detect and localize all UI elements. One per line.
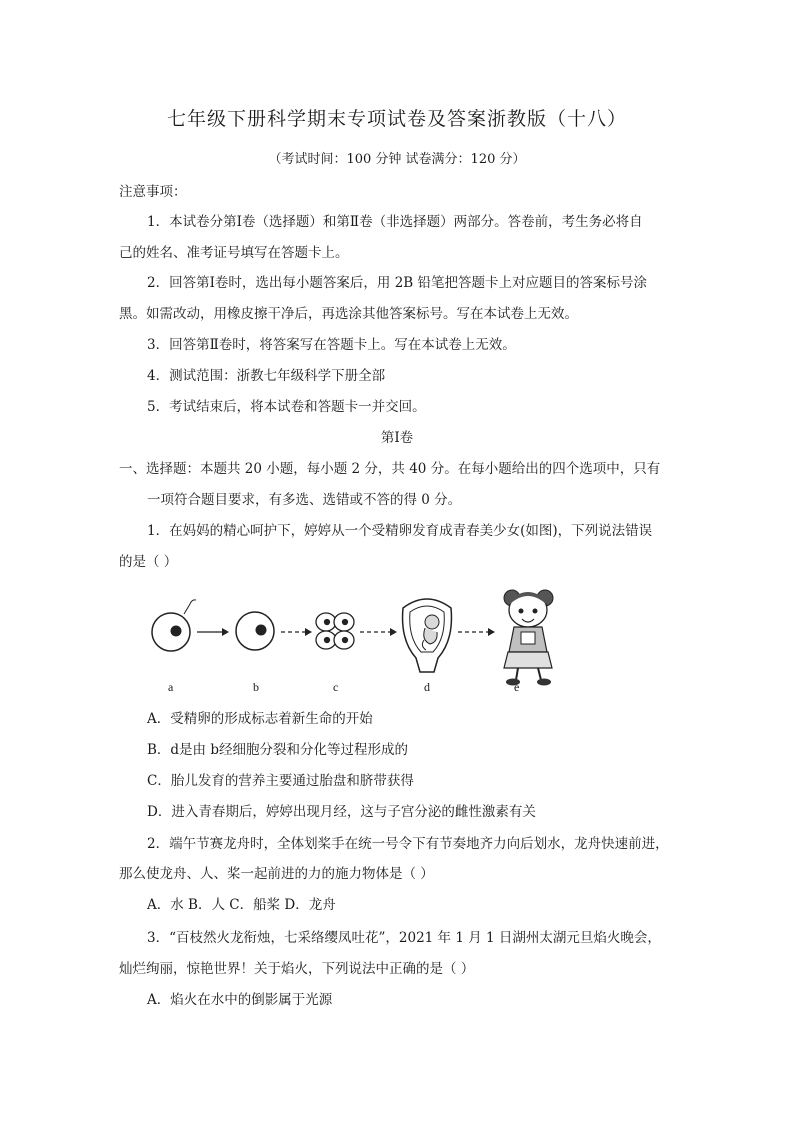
question-1-option-b: B．d是由 b经细胞分裂和分化等过程形成的 [147,742,408,758]
figure-label-c: c [333,680,339,694]
question-1-option-c: C．胎儿发育的营养主要通过胎盘和脐带获得 [147,773,414,789]
fetus-in-uterus-d [403,599,452,672]
part-instructions-cont: 一项符合题目要求，有多选、选错或不答的得 0 分。 [147,492,462,508]
question-2-options: A．水 B．人 C．船桨 D．龙舟 [147,897,336,913]
question-1-stem: 1．在妈妈的精心呵护下，婷婷从一个受精卵发育成青春美少女(如图)，下列说法错误 [147,523,653,539]
figure-label-d: d [424,680,430,694]
question-1-option-d: D．进入青春期后，婷婷出现月经，这与子宫分泌的雌性激素有关 [147,804,536,820]
question-3-option-a: A．焰火在水中的倒影属于光源 [147,992,333,1008]
section-title: 第Ⅰ卷 [380,430,414,446]
notice-line: 2．回答第Ⅰ卷时，选出每小题答案后，用 2B 铅笔把答题卡上对应题目的答案标号涂 [147,275,648,291]
question-1-option-a: A．受精卵的形成标志着新生命的开始 [147,711,373,727]
development-figure [140,580,560,700]
question-1-stem-cont: 的是（ ） [119,554,178,570]
notice-line: 1．本试卷分第Ⅰ卷（选择题）和第Ⅱ卷（非选择题）两部分。答卷前，考生务必将自 [147,214,643,230]
zygote-b [236,612,274,650]
notice-line: 4．测试范围：浙教七年级科学下册全部 [147,368,386,384]
arrow-dashed [458,628,495,636]
notice-line: 己的姓名、准考证号填写在答题卡上。 [119,245,349,261]
arrow-solid [197,628,229,636]
question-3-stem-cont: 灿烂绚丽，惊艳世界！关于焰火，下列说法中正确的是（ ） [119,961,475,977]
egg-cell-a [152,600,196,651]
figure-label-b: b [253,680,259,694]
notice-line: 5．考试结束后，将本试卷和答题卡一并交回。 [147,399,426,415]
question-2-stem-cont: 那么使龙舟、人、桨一起前进的力的施力物体是（ ） [119,866,434,882]
figure-label-a: a [168,680,174,694]
arrow-dashed [281,628,312,636]
arrow-dashed [360,628,397,636]
notice-line: 黑。如需改动，用橡皮擦干净后，再选涂其他答案标号。写在本试卷上无效。 [119,306,578,322]
figure-label-e: e [514,680,520,694]
notice-heading: 注意事项： [119,184,187,200]
part-instructions: 一、选择题：本题共 20 小题，每小题 2 分，共 40 分。在每小题给出的四个选项中，只有 [119,461,661,477]
cleavage-c [316,613,354,649]
question-3-stem: 3．“百枝然火龙衔烛，七采络缨凤吐花”，2021 年 1 月 1 日湖州太湖元旦焰火晚会， [147,930,661,946]
exam-info: （考试时间：100 分钟 试卷满分：120 分） [268,152,526,167]
page-title: 七年级下册科学期末专项试卷及答案浙教版（十八） [166,108,627,130]
girl-figure-e [504,590,553,686]
question-2-stem: 2．端午节赛龙舟时，全体划桨手在统一号令下有节奏地齐力向后划水，龙舟快速前进， [147,836,669,852]
notice-line: 3．回答第Ⅱ卷时，将答案写在答题卡上。写在本试卷上无效。 [147,337,516,353]
